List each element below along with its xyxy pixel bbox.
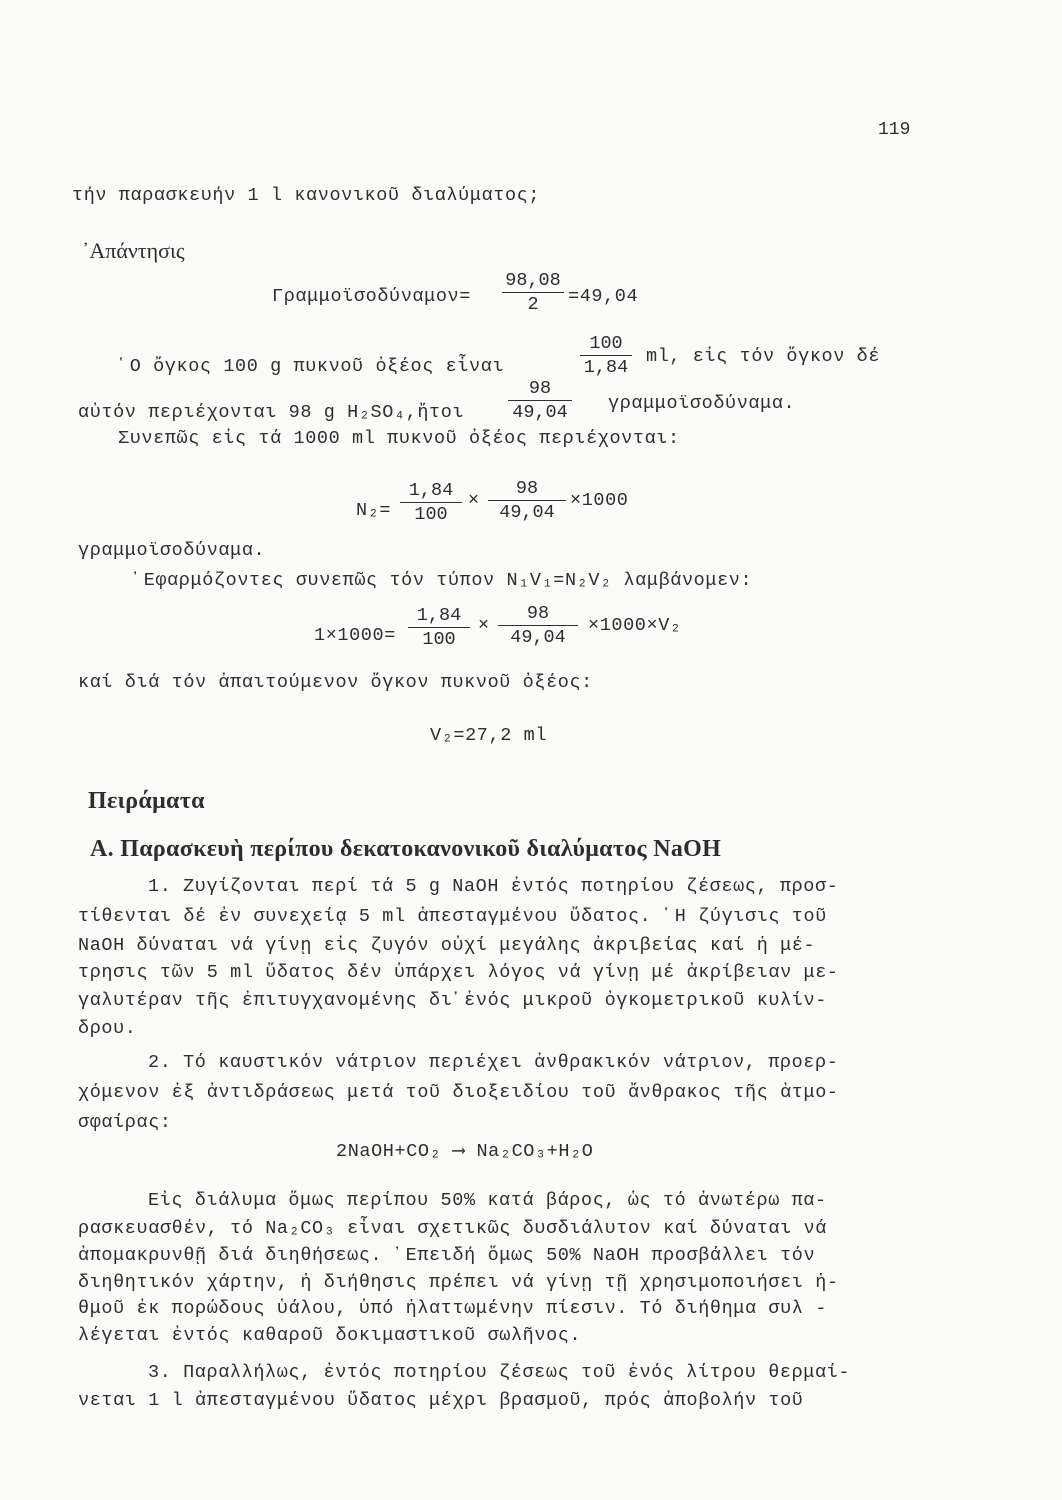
applying-line: ᾿Εφαρμόζοντες συνεπῶς τόν τύπον N₁V₁=N₂V₂ λαμβάνομεν: bbox=[132, 570, 753, 591]
p4-line: νεται 1 l ἀπεσταγμένου ὕδατος μέχρι βρασμοῦ, πρός ἀποβολήν τοῦ bbox=[78, 1390, 804, 1411]
contains-fraction bbox=[508, 378, 572, 423]
subsection-title: Α. Παρασκευὴ περίπου δεκατοκανονικοῦ διαλύματος NaOH bbox=[90, 836, 722, 862]
equivalent-result: =49,04 bbox=[568, 286, 639, 307]
v-fraction-2 bbox=[498, 603, 578, 648]
n2-f2-denominator: 49,04 bbox=[488, 500, 566, 523]
n2-times: × bbox=[468, 490, 480, 511]
p1-line: δρου. bbox=[78, 1018, 137, 1039]
v-f1-numerator: 1,84 bbox=[416, 605, 462, 626]
n2-fraction-2 bbox=[488, 478, 566, 523]
equivalent-denominator: 2 bbox=[502, 292, 564, 315]
p1-line: 1. Ζυγίζονται περί τά 5 g NaOH ἐντός ποτηρίου ζέσεως, προσ- bbox=[148, 876, 839, 897]
p3-line: λέγεται ἐντός καθαροῦ δοκιμαστικοῦ σωλῆνος. bbox=[78, 1325, 582, 1346]
p3-line: Εἰς διάλυμα ὅμως περίπου 50% κατά βάρος, ὡς τό ἀνωτέρω πα- bbox=[148, 1190, 827, 1211]
p3-line: ρασκευασθέν, τό Na₂CO₃ εἶναι σχετικῶς δυσδιάλυτον καί δύναται νά bbox=[78, 1218, 827, 1239]
n2-label: N₂= bbox=[356, 500, 392, 521]
reaction-equation: 2NaOH+CO₂ ⟶ Na₂CO₃+H₂O bbox=[336, 1141, 594, 1162]
n2-tail: ×1000 bbox=[570, 490, 629, 511]
n2-unit: γραμμοϊσοδύναμα. bbox=[78, 540, 266, 561]
volume-text: ῾Ο ὄγκος 100 g πυκνοῦ ὀξέος εἶναι bbox=[118, 356, 505, 377]
p1-line: γαλυτέραν τῆς ἐπιτυγχανομένης δι᾿ἑνός μικροῦ ὀγκομετρικοῦ κυλίν- bbox=[78, 990, 827, 1011]
p2-line: χόμενον ἐξ ἀντιδράσεως μετά τοῦ διοξειδίου τοῦ ἄνθρακος τῆς ἀτμο- bbox=[78, 1082, 839, 1103]
v-tail: ×1000×V₂ bbox=[588, 615, 682, 636]
question-tail: τήν παρασκευήν 1 l κανονικοῦ διαλύματος; bbox=[72, 185, 541, 206]
equivalent-label: Γραμμοϊσοδύναμον= bbox=[272, 286, 471, 307]
p1-line: τίθενται δέ ἐν συνεχείᾳ 5 ml ἀπεσταγμένου ὕδατος. ῾Η ζύγισις τοῦ bbox=[78, 906, 827, 927]
volume-numerator: 100 bbox=[589, 333, 623, 354]
v-f2-denominator: 49,04 bbox=[498, 625, 578, 648]
p1-line: NaOH δύναται νά γίνῃ εἰς ζυγόν οὐχί μεγάλης ἀκριβείας καί ἡ μέ- bbox=[78, 935, 816, 956]
required-line: καί διά τόν ἀπαιτούμενον ὄγκον πυκνοῦ ὀξέος: bbox=[78, 672, 593, 693]
volume-fraction bbox=[580, 333, 632, 378]
n2-fraction-1 bbox=[400, 480, 462, 525]
contains-after: γραμμοϊσοδύναμα. bbox=[608, 393, 796, 414]
p2-line: σφαίρας: bbox=[78, 1112, 172, 1133]
v-fraction-1 bbox=[408, 605, 470, 650]
p2-line: 2. Τό καυστικόν νάτριον περιέχει ἀνθρακικόν νάτριον, προερ- bbox=[148, 1052, 839, 1073]
v-label: 1×1000= bbox=[314, 625, 396, 646]
contains-text: αὐτόν περιέχονται 98 g H₂SO₄,ἤτοι bbox=[78, 402, 465, 423]
p3-line: θμοῦ ἐκ πορώδους ὑάλου, ὑπό ἠλαττωμένην πίεσιν. Τό διήθημα συλ - bbox=[78, 1298, 827, 1319]
p3-line: ἀπομακρυνθῇ διά διηθήσεως. ᾿Επειδή ὅμως 50% NaOH προσβάλλει τόν bbox=[78, 1245, 816, 1266]
volume-denominator: 1,84 bbox=[580, 355, 632, 378]
v2-result: V₂=27,2 ml bbox=[430, 725, 548, 746]
volume-after: ml, εἰς τόν ὄγκον δέ bbox=[646, 346, 881, 367]
p1-line: τρησις τῶν 5 ml ὕδατος δέν ὑπάρχει λόγος νά γίνῃ μέ ἀκρίβειαν με- bbox=[78, 962, 839, 983]
p3-line: διηθητικόν χάρτην, ἡ διήθησις πρέπει νά γίνῃ τῇ χρησιμοποιήσει ἡ- bbox=[78, 1272, 839, 1293]
equivalent-fraction bbox=[502, 270, 564, 315]
section-title: Πειράματα bbox=[88, 788, 205, 814]
n2-f1-numerator: 1,84 bbox=[408, 480, 454, 501]
page-number: 119 bbox=[878, 120, 911, 140]
n2-f1-denominator: 100 bbox=[400, 502, 462, 525]
consequently-line: Συνεπῶς εἰς τά 1000 ml πυκνοῦ ὀξέος περιέχονται: bbox=[118, 428, 680, 449]
n2-f2-numerator: 98 bbox=[515, 478, 539, 499]
v-f1-denominator: 100 bbox=[408, 627, 470, 650]
p4-line: 3. Παραλλήλως, ἐντός ποτηρίου ζέσεως τοῦ ἑνός λίτρου θερμαί- bbox=[148, 1362, 851, 1383]
v-times: × bbox=[478, 615, 490, 636]
answer-heading: ᾿Απάντησις bbox=[82, 238, 185, 263]
v-f2-numerator: 98 bbox=[526, 603, 550, 624]
equivalent-numerator: 98,08 bbox=[505, 270, 561, 291]
contains-numerator: 98 bbox=[528, 378, 552, 399]
contains-denominator: 49,04 bbox=[508, 400, 572, 423]
